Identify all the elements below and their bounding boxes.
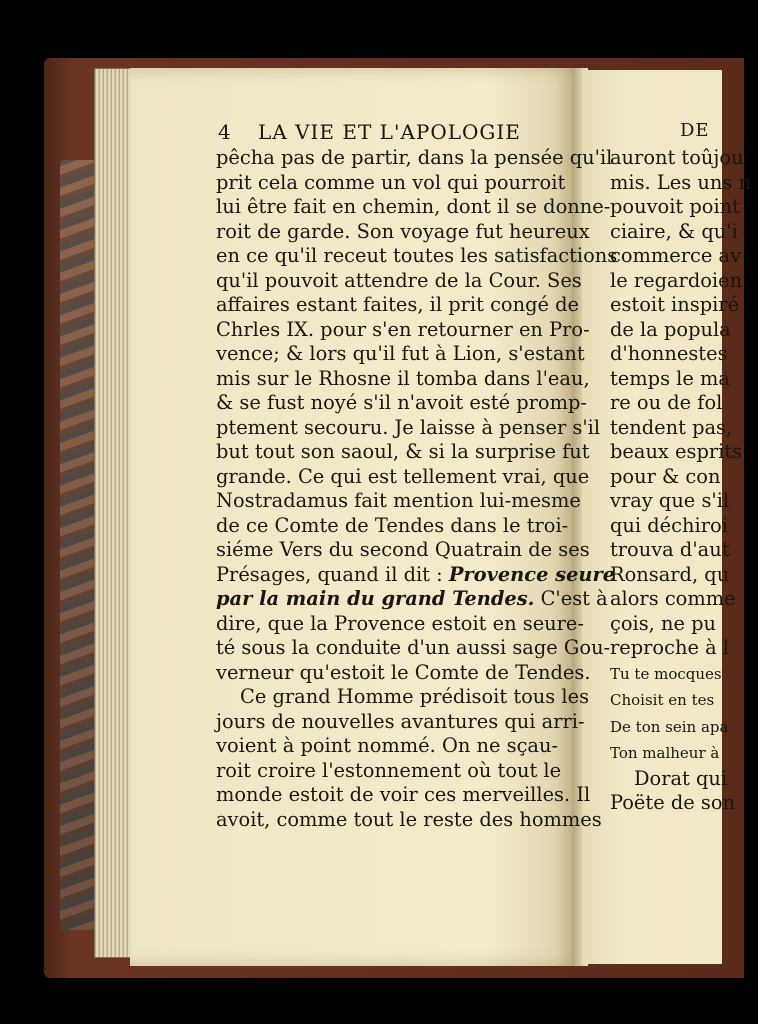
left-line-text: ptement secouru. Je laisse à penser s'il (216, 415, 601, 439)
left-line (216, 734, 574, 759)
right-line (610, 318, 750, 343)
left-line (216, 219, 590, 245)
left-line-text: qu'il pouvoit attendre de la Cour. Ses (216, 268, 582, 292)
right-line-text: Dorat qui (634, 766, 728, 790)
right-line (610, 489, 750, 514)
right-line (610, 391, 750, 416)
left-line-text: lui être fait en chemin, dont il se donne- (216, 195, 611, 218)
left-line-text: monde estoit de voir ces merveilles. Il (216, 783, 591, 806)
right-line-text: reproche à l (610, 636, 730, 659)
running-title: LA VIE ET L'APOLOGIE (258, 120, 521, 144)
right-line (610, 195, 750, 220)
right-line-text: çois, ne pu (610, 611, 717, 635)
right-page-text (610, 146, 750, 816)
right-line (610, 171, 750, 196)
right-line (610, 244, 750, 269)
left-line (216, 611, 584, 637)
right-line (610, 767, 750, 792)
left-line (216, 587, 608, 612)
left-line (216, 195, 611, 220)
left-line (216, 783, 591, 808)
right-line-text: Ton malheur à (610, 744, 720, 762)
right-line-text: beaux esprits (610, 440, 743, 463)
left-line-text: & se fust noyé s'il n'avoit esté promp- (216, 391, 587, 414)
left-line (216, 514, 574, 539)
right-line (610, 293, 750, 318)
right-line (610, 367, 750, 392)
left-line (216, 538, 590, 563)
right-line (610, 714, 750, 741)
left-line-text: dire, que la Provence estoit en seure- (216, 611, 584, 635)
right-line (610, 563, 750, 588)
right-line (610, 342, 750, 367)
left-line (216, 268, 582, 294)
left-line (216, 244, 618, 269)
right-line (610, 269, 750, 294)
left-page-text (216, 146, 618, 832)
left-line-text: voient à point nommé. On ne sçau- (216, 734, 559, 757)
right-line (610, 612, 750, 637)
right-line-text: ciaire, & qu'i (610, 219, 738, 243)
quoted-verse: Provence seure (448, 562, 616, 586)
right-line-text: pouvoit point (610, 195, 740, 218)
right-line (610, 146, 750, 171)
right-line (610, 661, 750, 688)
right-line-text: de la popula (610, 317, 731, 341)
right-line-text: re ou de fol (610, 391, 723, 414)
left-line-text: roit de garde. Son voyage fut heureux (216, 219, 590, 243)
left-line (216, 317, 590, 343)
right-line (610, 440, 750, 465)
left-line-text: prit cela comme un vol qui pourroit (216, 170, 566, 194)
left-line (216, 464, 590, 490)
right-line-text: d'honnestes (610, 342, 728, 365)
left-line-text: de ce Comte de Tendes dans le troi- (216, 513, 569, 537)
left-line-text: té sous la conduite d'un aussi sage Gou- (216, 636, 611, 659)
left-line (216, 562, 616, 588)
right-line (610, 587, 750, 612)
left-line-text: C'est à (534, 587, 608, 610)
left-line-text: siéme Vers du second Quatrain de ses (216, 538, 590, 561)
left-line (216, 146, 613, 171)
left-line (216, 636, 611, 661)
left-line (216, 342, 585, 367)
left-line-text: grande. Ce qui est tellement vrai, que (216, 464, 590, 488)
right-line-text: pour & con (610, 464, 721, 488)
left-line (216, 685, 590, 710)
left-line-text: but tout son saoul, & si la surprise fut (216, 440, 590, 463)
left-line-text: roit croire l'estonnement où tout le (216, 758, 562, 782)
right-line-text: vray que s'il (610, 489, 730, 512)
page-edges (94, 68, 134, 958)
right-line (610, 416, 750, 441)
left-line (216, 709, 585, 735)
left-line (216, 171, 574, 196)
left-line (216, 366, 590, 392)
right-line-text: trouva d'aut (610, 538, 730, 561)
right-line-text: Ronsard, qu (610, 562, 730, 586)
right-line (610, 538, 750, 563)
left-line-text: en ce qu'il receut toutes les satisfactions (216, 244, 618, 267)
right-line-text: temps le ma (610, 366, 730, 390)
left-line (216, 415, 601, 441)
left-line-text: jours de nouvelles avantures qui arri- (216, 709, 585, 733)
left-line (216, 391, 587, 416)
left-line-text: Nostradamus fait mention lui-mesme (216, 489, 581, 512)
left-line (216, 807, 602, 833)
right-line-text: alors comme (610, 587, 736, 610)
right-line-text: Poëte de son (610, 791, 736, 814)
right-line-text: Choisit en tes (610, 691, 715, 709)
page-number: 4 (218, 120, 232, 144)
left-line-text: verneur qu'estoit le Comte de Tendes. (216, 660, 591, 684)
left-line (216, 440, 590, 465)
right-line-text: qui déchiroi (610, 513, 728, 537)
right-line-text: estoit inspiré (610, 293, 740, 316)
right-line (610, 791, 750, 816)
left-line-text: pêcha pas de partir, dans la pensée qu'il (216, 146, 613, 169)
right-line (610, 740, 750, 767)
right-line-text: mis. Les uns n (610, 170, 751, 194)
right-line-text: commerce av (610, 244, 742, 267)
quoted-verse: par la main du grand Tendes. (216, 587, 535, 610)
right-line-text: tendent pas, (610, 415, 733, 439)
right-line-text: auront toûjou (610, 146, 744, 169)
left-line (216, 660, 591, 686)
right-line (610, 636, 750, 661)
right-line (610, 687, 750, 714)
left-line-text: affaires estant faites, il prit congé de (216, 293, 580, 316)
left-line-text: Présages, quand il dit : (216, 562, 449, 586)
left-line-text: Chrles IX. pour s'en retourner en Pro- (216, 317, 590, 341)
left-line-text: Ce grand Homme prédisoit tous les (240, 685, 590, 708)
right-line-text: Tu te mocques (610, 664, 722, 683)
left-line (216, 759, 574, 784)
left-line (216, 293, 580, 318)
left-line-text: mis sur le Rhosne il tomba dans l'eau, (216, 366, 590, 390)
left-line-text: vence; & lors qu'il fut à Lion, s'estant (216, 342, 585, 365)
right-line-text: le regardoien (610, 268, 743, 292)
right-line-text: De ton sein apa (610, 717, 729, 736)
left-line-text: avoit, comme tout le reste des hommes (216, 807, 602, 831)
right-line (610, 465, 750, 490)
right-page-header: DE (680, 120, 710, 141)
right-line (610, 514, 750, 539)
right-line (610, 220, 750, 245)
left-line (216, 489, 581, 514)
